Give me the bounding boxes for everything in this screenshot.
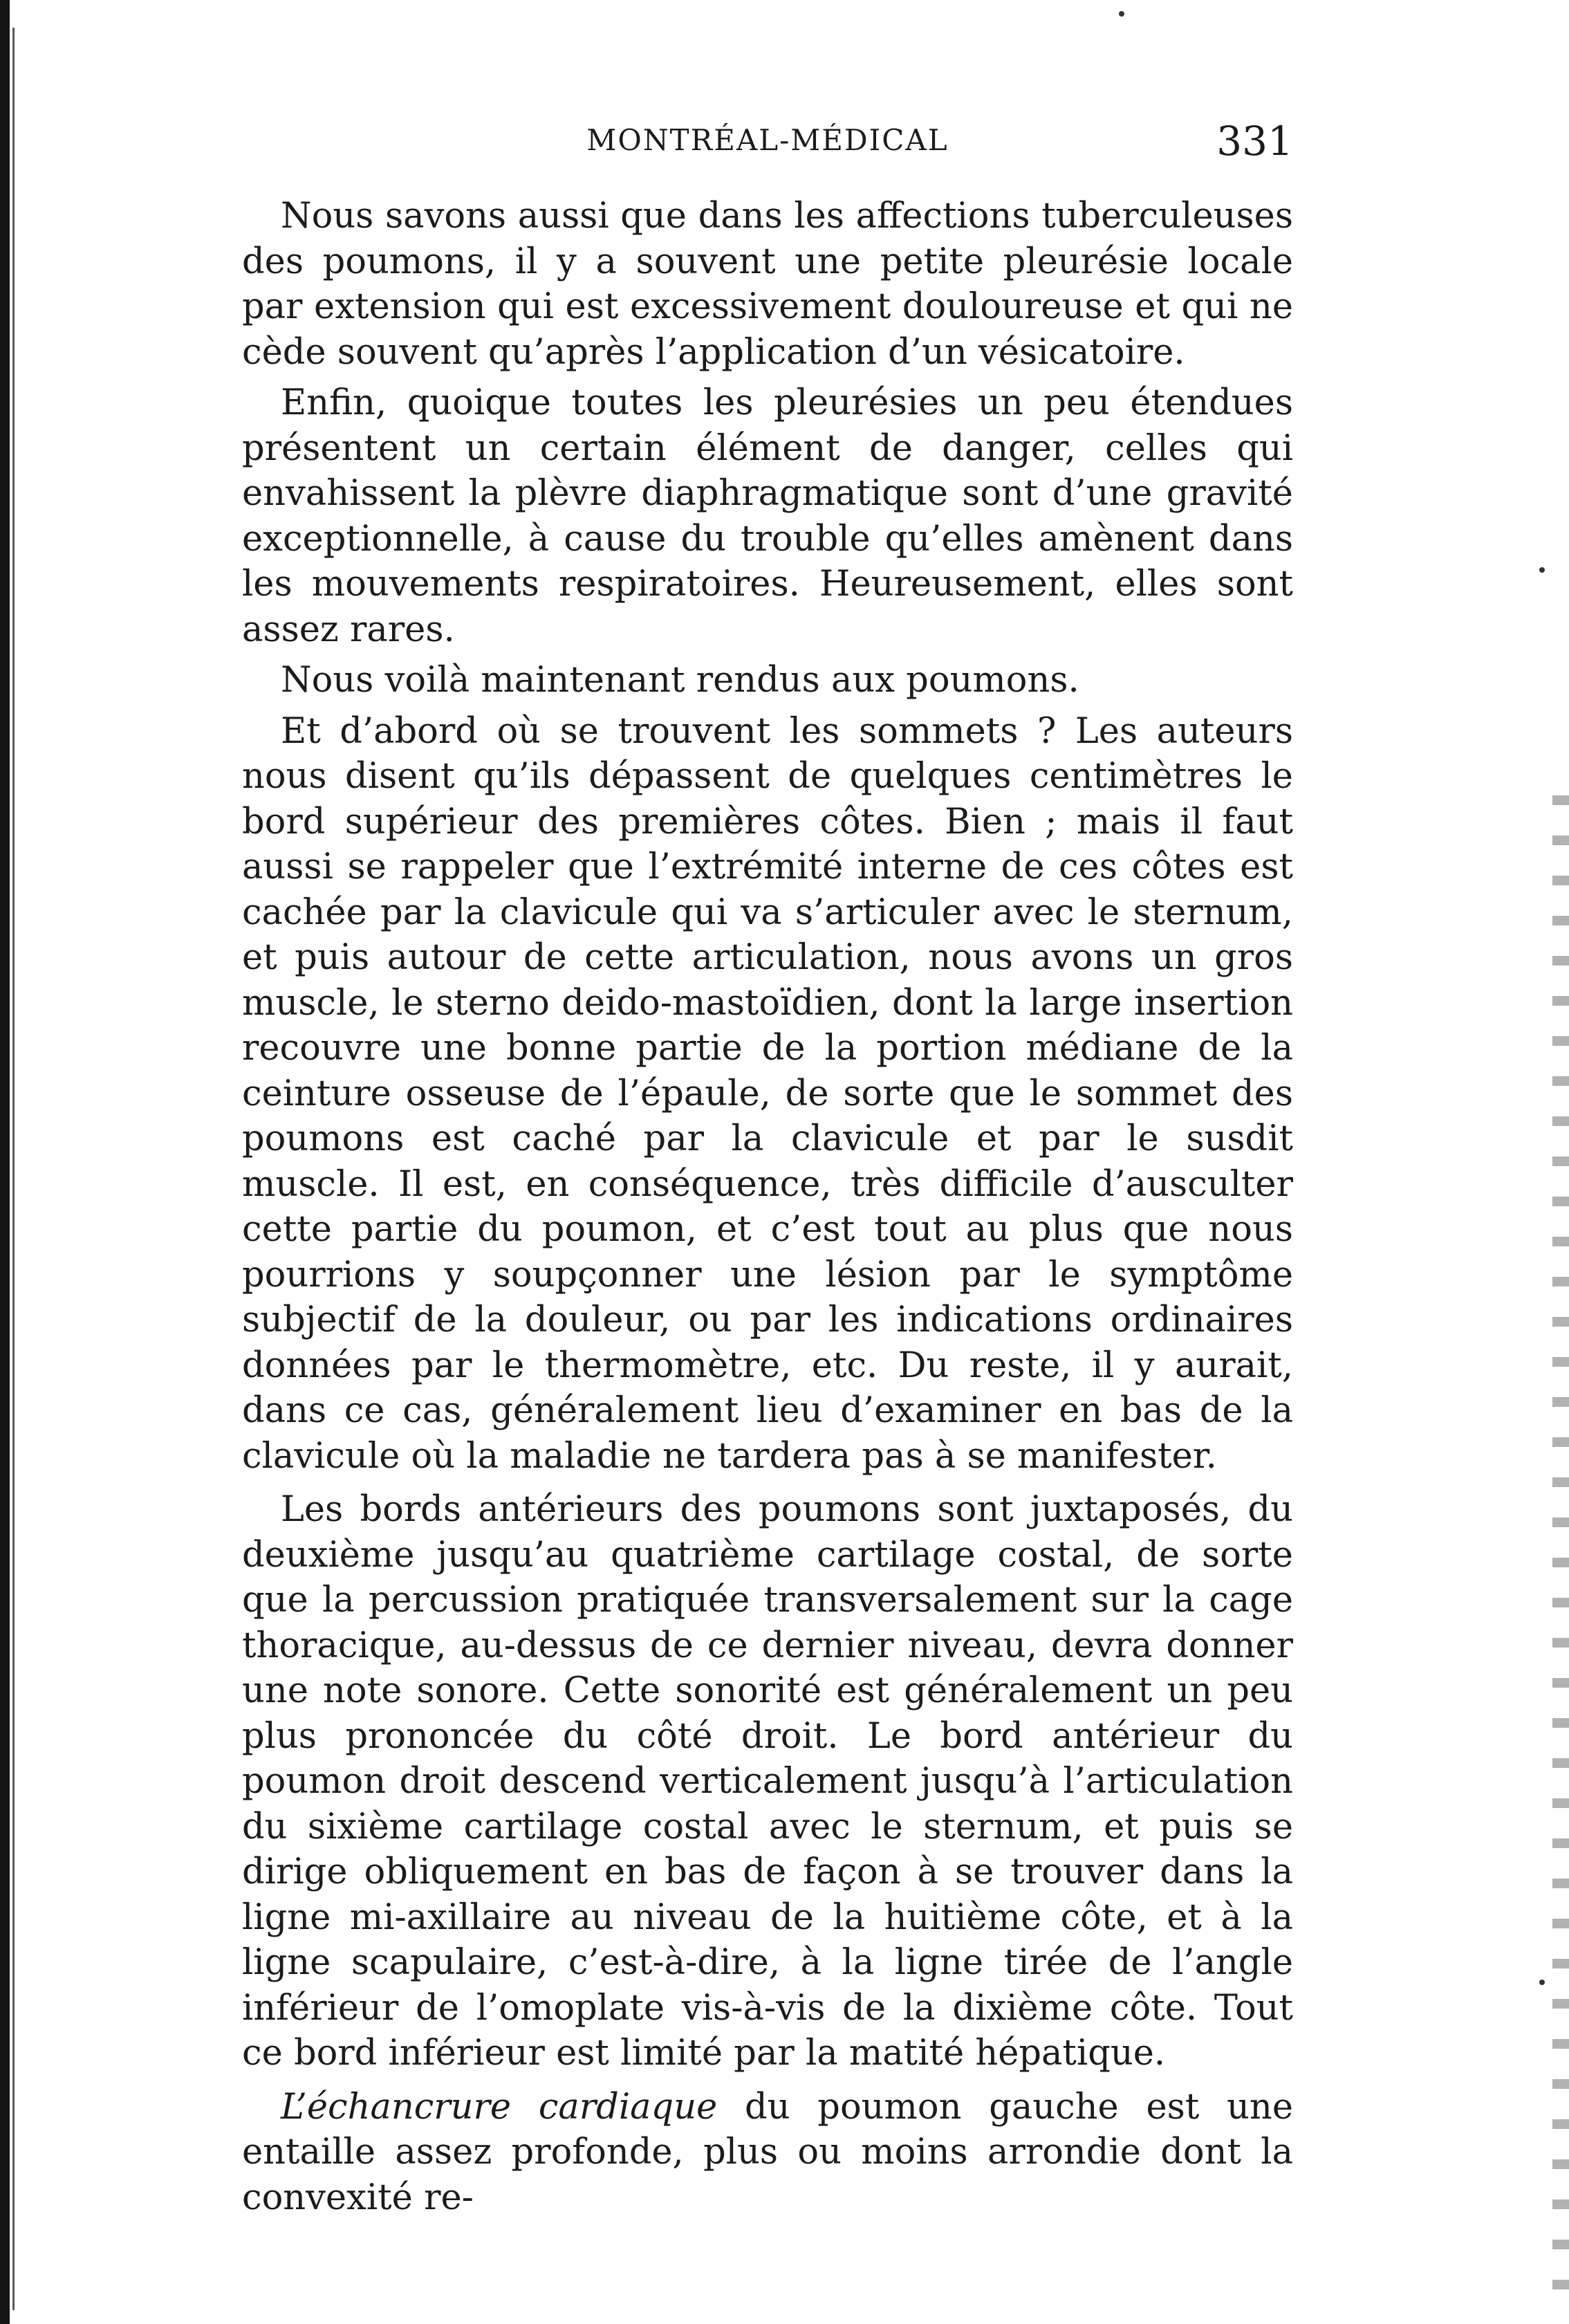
- paragraph: Nous savons aussi que dans les affections tuberculeuses des poumons, il y a souvent une petite pleurésie locale par extension qui est excessivement douloureuse et qui ne cède souvent qu’après l’application d’un vésicatoire.: [242, 196, 1293, 373]
- running-head: [242, 118, 1293, 180]
- scan-edge-noise: [1552, 795, 1569, 2317]
- page-number: 331: [1216, 118, 1293, 165]
- paragraph: [242, 2085, 1293, 2221]
- binding-shadow: [12, 28, 15, 2310]
- paragraph: Et d’abord où se trouvent les sommets ? Les auteurs nous disent qu’ils dépassent de quelques centimètres le bord supérieur des premières côtes. Bien ; mais il faut aussi se rappeler que l’extrémité interne de ces côtes est cachée par la clavicule qui va s’articuler avec le sternum, et puis autour de cette articulation, nous avons un gros muscle, le sterno deido-mastoïdien, dont la large insertion recouvre une bonne partie de la portion médiane de la ceinture osseuse de l’épaule, de sorte que le sommet des poumons est caché par la clavicule et par le susdit muscle. Il est, en conséquence, très difficile d’ausculter cette partie du poumon, et c’est tout au plus que nous pourrions y soupçonner une lésion par le symptôme subjectif de la douleur, ou par les indications ordinaires données par le thermomètre, etc. Du reste, il y aurait, dans ce cas, généralement lieu d’examiner en bas de la clavicule où la maladie ne tardera pas à se manifester.: [242, 710, 1293, 1477]
- scan-speck: [1539, 1980, 1545, 1985]
- body-text: [242, 194, 1293, 2241]
- italic-term: L’échancrure cardiaque: [281, 2086, 718, 2128]
- paragraph: Les bords antérieurs des poumons sont juxtaposés, du deuxième jusqu’au quatrième cartilage costal, de sorte que la percussion pratiquée transversalement sur la cage thoracique, au-dessus de ce dernier niveau, devra donner une note sonore. Cette sonorité est généralement un peu plus prononcée du côté droit. Le bord antérieur du poumon droit descend verticalement jusqu’à l’articulation du sixième cartilage costal avec le sternum, et puis se dirige obliquement en bas de façon à se trouver dans la ligne mi-axillaire au niveau de la huitième côte, et à la ligne scapulaire, c’est-à-dire, à la ligne tirée de l’angle inférieur de l’omoplate vis-à-vis de la dixième côte. Tout ce bord inférieur est limité par la matité hépatique.: [242, 1489, 1293, 2074]
- paragraph-continuation: du poumon gauche est une entaille assez profonde, plus ou moins arrondie dont la convexité re-: [242, 2086, 1293, 2218]
- paragraph: Enfin, quoique toutes les pleurésies un peu étendues présentent un certain élément de danger, celles qui envahissent la plèvre diaphragmatique sont d’une gravité exceptionnelle, à cause du trouble qu’elles amènent dans les mouvements respiratoires. Heureusement, elles sont assez rares.: [242, 382, 1293, 650]
- scan-speck: [1539, 567, 1545, 573]
- binding-edge: [0, 0, 10, 2324]
- scan-speck: [1119, 11, 1124, 17]
- paragraph: Nous voilà maintenant rendus aux poumons.: [281, 660, 1079, 701]
- running-title: MONTRÉAL-MÉDICAL: [586, 123, 949, 157]
